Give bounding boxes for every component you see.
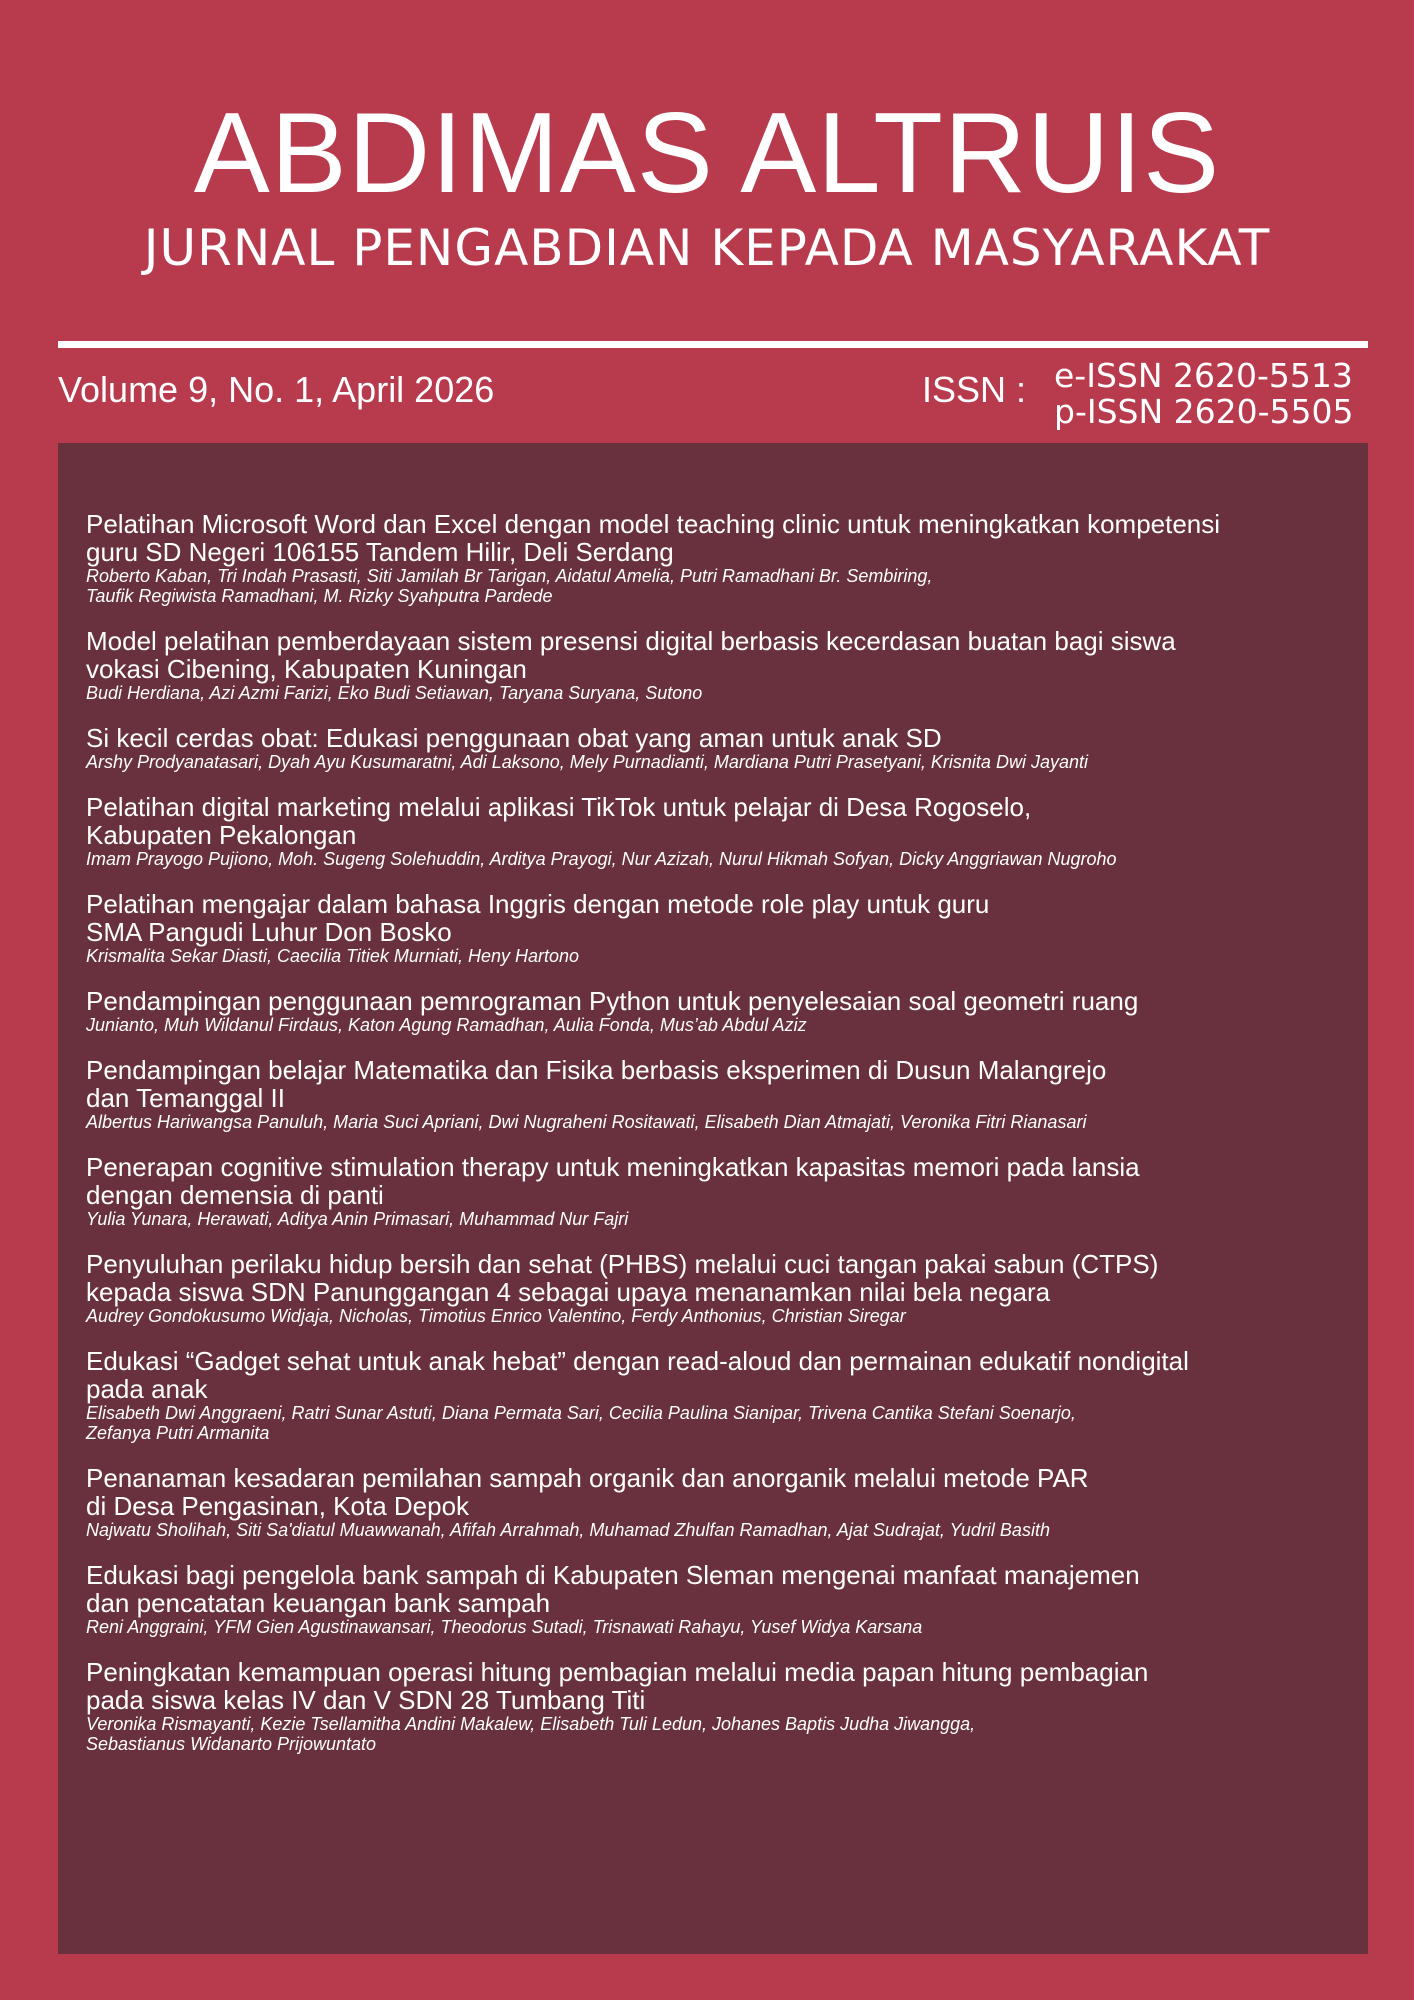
article-entry: [86, 987, 1338, 1035]
article-entry: [86, 1250, 1338, 1326]
journal-title: ABDIMAS ALTRUIS: [193, 90, 1221, 217]
article-authors-line: Roberto Kaban, Tri Indah Prasasti, Siti Jamilah Br Tarigan, Aidatul Amelia, Putri Ramadhani Br. Sembiring,: [86, 566, 933, 586]
article-entry: [86, 627, 1338, 703]
article-entry: [86, 1464, 1338, 1540]
article-title-line: SMA Pangudi Luhur Don Bosko: [86, 917, 452, 947]
article-authors-line: Arshy Prodyanatasari, Dyah Ayu Kusumaratni, Adi Laksono, Mely Purnadianti, Mardiana Putri Prasetyani, Krisnita Dwi Jayanti: [86, 752, 1088, 772]
table-of-contents: [58, 443, 1368, 1954]
article-authors-line: Veronika Rismayanti, Kezie Tsellamitha Andini Makalew, Elisabeth Tuli Ledun, Johanes Baptis Judha Jiwangga,: [86, 1714, 976, 1734]
article-entry: [86, 1658, 1338, 1754]
article-authors-line: Taufik Regiwista Ramadhani, M. Rizky Syahputra Pardede: [86, 586, 553, 606]
article-entry: [86, 890, 1338, 966]
article-authors-line: Audrey Gondokusumo Widjaja, Nicholas, Timotius Enrico Valentino, Ferdy Anthonius, Christian Siregar: [86, 1306, 906, 1326]
article-authors-line: Krismalita Sekar Diasti, Caecilia Titiek Murniati, Heny Hartono: [86, 946, 580, 966]
article-authors-line: Budi Herdiana, Azi Azmi Farizi, Eko Budi Setiawan, Taryana Suryana, Sutono: [86, 683, 703, 703]
e-issn: e-ISSN 2620-5513: [1054, 356, 1353, 395]
article-entry: [86, 510, 1338, 606]
article-entry: [86, 793, 1338, 869]
issn-label: ISSN :: [922, 369, 1027, 410]
article-authors-line: Imam Prayogo Pujiono, Moh. Sugeng Solehuddin, Arditya Prayogi, Nur Azizah, Nurul Hikmah Sofyan, Dicky Anggriawan Nugroho: [86, 849, 1117, 869]
article-entry: [86, 1056, 1338, 1132]
article-title-line: Penanaman kesadaran pemilahan sampah organik dan anorganik melalui metode PAR: [86, 1463, 1089, 1493]
article-title-line: kepada siswa SDN Panunggangan 4 sebagai upaya menanamkan nilai bela negara: [86, 1277, 1051, 1307]
article-title-line: di Desa Pengasinan, Kota Depok: [86, 1491, 470, 1521]
article-title-line: Penerapan cognitive stimulation therapy untuk meningkatkan kapasitas memori pada lansia: [86, 1152, 1140, 1182]
article-title-line: pada anak: [86, 1374, 208, 1404]
article-title-line: Si kecil cerdas obat: Edukasi penggunaan obat yang aman untuk anak SD: [86, 723, 942, 753]
article-authors-line: Junianto, Muh Wildanul Firdaus, Katon Agung Ramadhan, Aulia Fonda, Mus’ab Abdul Aziz: [86, 1015, 807, 1035]
article-title-line: Edukasi “Gadget sehat untuk anak hebat” dengan read-aloud dan permainan edukatif nondigital: [86, 1346, 1189, 1376]
article-authors-line: Sebastianus Widanarto Prijowuntato: [86, 1734, 377, 1754]
article-entry: [86, 1561, 1338, 1637]
article-title-line: dan pencatatan keuangan bank sampah: [86, 1588, 551, 1618]
article-title-line: Pelatihan digital marketing melalui aplikasi TikTok untuk pelajar di Desa Rogoselo,: [86, 792, 1032, 822]
article-title-line: Penyuluhan perilaku hidup bersih dan sehat (PHBS) melalui cuci tangan pakai sabun (CTPS): [86, 1249, 1159, 1279]
article-title-line: Pelatihan Microsoft Word dan Excel dengan model teaching clinic untuk meningkatkan kompetensi: [86, 509, 1221, 539]
article-title-line: guru SD Negeri 106155 Tandem Hilir, Deli Serdang: [86, 537, 674, 567]
article-authors-line: Elisabeth Dwi Anggraeni, Ratri Sunar Astuti, Diana Permata Sari, Cecilia Paulina Sianipar, Trivena Cantika Stefani Soenarjo,: [86, 1403, 1076, 1423]
issn-values: [1054, 358, 1354, 430]
article-entry: [86, 1153, 1338, 1229]
article-authors-line: Najwatu Sholihah, Siti Sa'diatul Muawwanah, Afifah Arrahmah, Muhamad Zhulfan Ramadhan, Ajat Sudrajat, Yudril Basith: [86, 1520, 1050, 1540]
article-authors-line: Reni Anggraini, YFM Gien Agustinawansari, Theodorus Sutadi, Trisnawati Rahayu, Yusef Widya Karsana: [86, 1617, 923, 1637]
p-issn: p-ISSN 2620-5505: [1054, 392, 1354, 431]
header-divider: [58, 341, 1368, 348]
article-title-line: Edukasi bagi pengelola bank sampah di Kabupaten Sleman mengenai manfaat manajemen: [86, 1560, 1140, 1590]
article-title-line: dengan demensia di panti: [86, 1180, 384, 1210]
volume-info: Volume 9, No. 1, April 2026: [58, 369, 495, 410]
article-authors-line: Yulia Yunara, Herawati, Aditya Anin Primasari, Muhammad Nur Fajri: [86, 1209, 629, 1229]
article-title-line: Pendampingan penggunaan pemrograman Python untuk penyelesaian soal geometri ruang: [86, 986, 1139, 1016]
article-title-line: pada siswa kelas IV dan V SDN 28 Tumbang Titi: [86, 1685, 646, 1715]
article-authors-line: Albertus Hariwangsa Panuluh, Maria Suci Apriani, Dwi Nugraheni Rositawati, Elisabeth Dian Atmajati, Veronika Fitri Rianasari: [86, 1112, 1087, 1132]
article-title-line: Pendampingan belajar Matematika dan Fisika berbasis eksperimen di Dusun Malangrejo: [86, 1055, 1107, 1085]
article-title-line: Model pelatihan pemberdayaan sistem presensi digital berbasis kecerdasan buatan bagi siswa: [86, 626, 1176, 656]
article-title-line: vokasi Cibening, Kabupaten Kuningan: [86, 654, 527, 684]
article-title-line: Pelatihan mengajar dalam bahasa Inggris dengan metode role play untuk guru: [86, 889, 990, 919]
journal-subtitle: JURNAL PENGABDIAN KEPADA MASYARAKAT: [143, 219, 1271, 277]
article-title-line: Peningkatan kemampuan operasi hitung pembagian melalui media papan hitung pembagian: [86, 1657, 1149, 1687]
article-title-line: Kabupaten Pekalongan: [86, 820, 357, 850]
article-entry: [86, 724, 1338, 772]
article-entry: [86, 1347, 1338, 1443]
article-title-line: dan Temanggal II: [86, 1083, 285, 1113]
article-authors-line: Zefanya Putri Armanita: [86, 1423, 270, 1443]
